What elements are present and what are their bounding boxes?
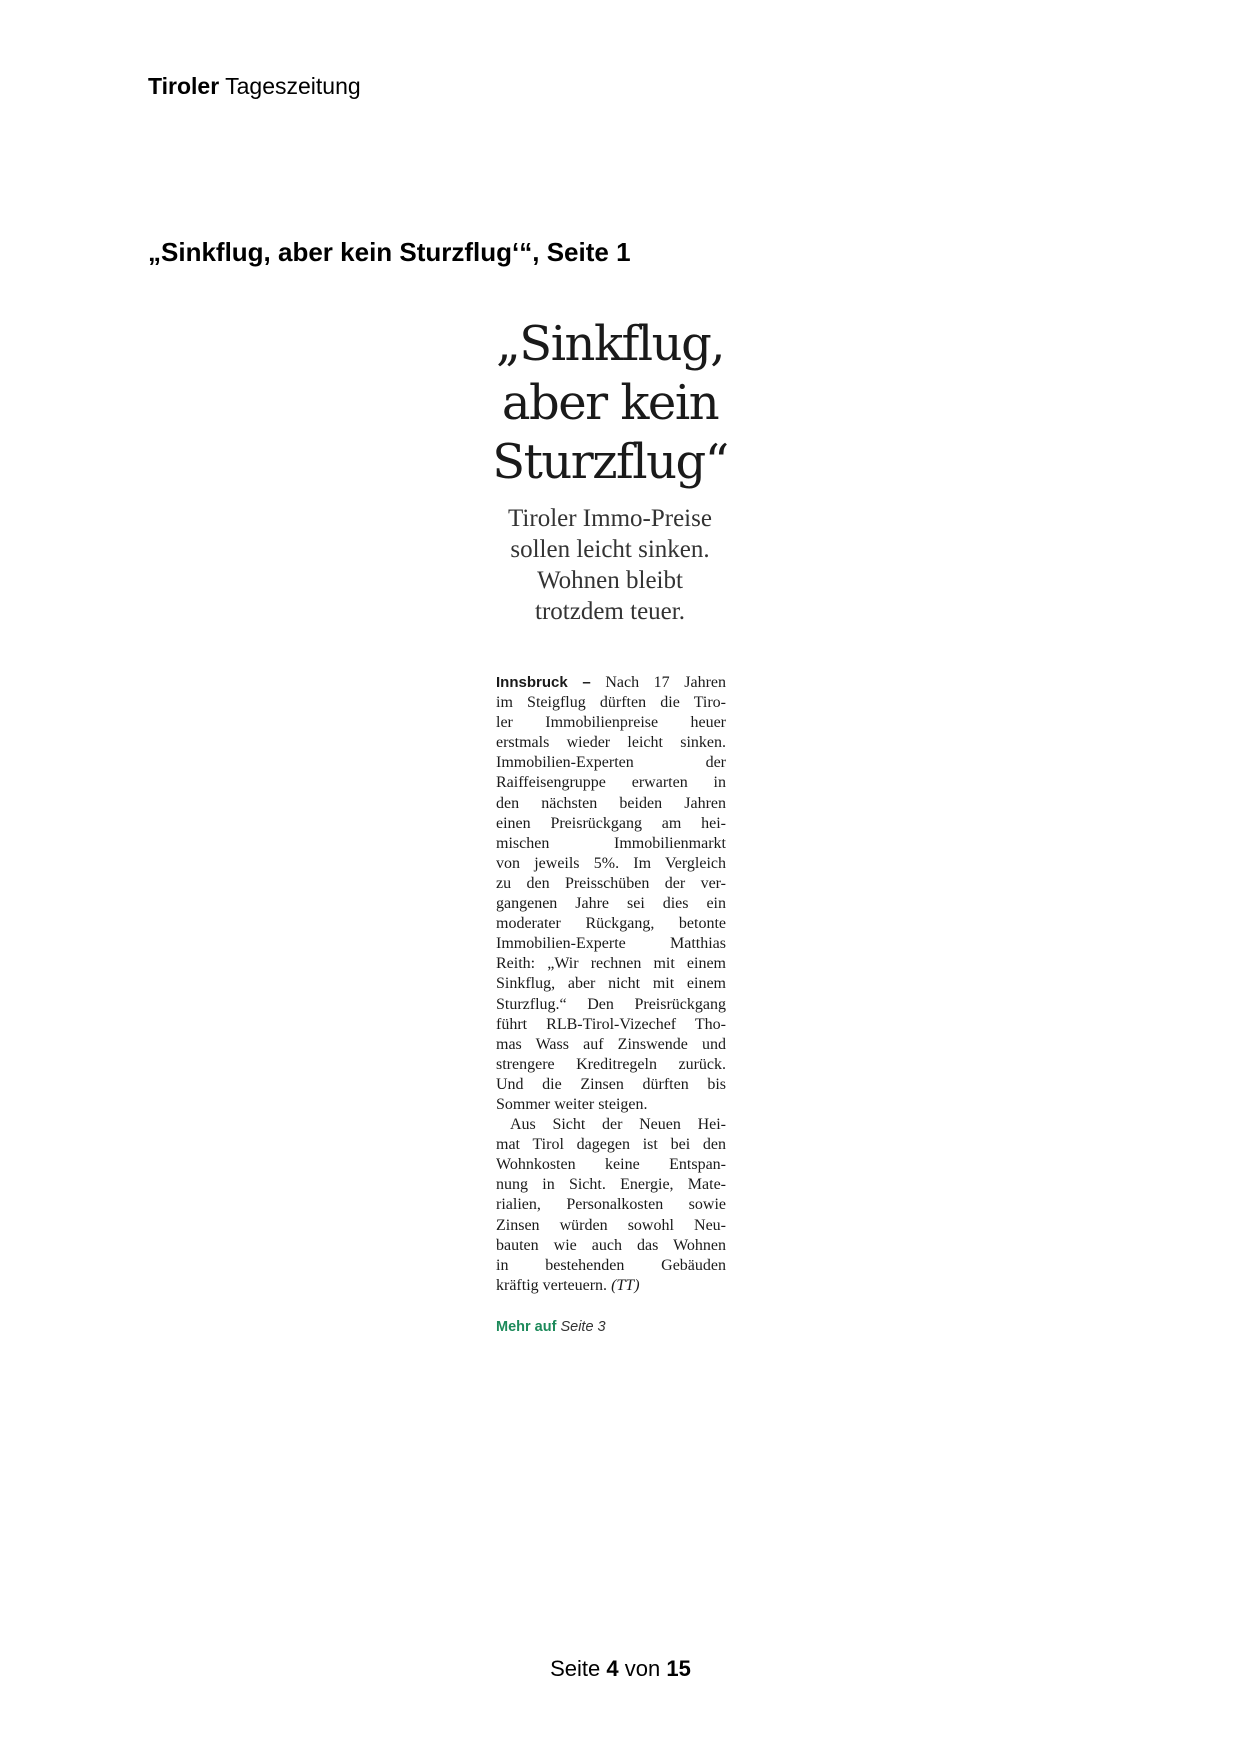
body-line: Sinkflug, aber nicht mit einem [496, 975, 726, 993]
article-headline [480, 315, 740, 492]
subline-line: trotzdem teuer. [535, 598, 685, 625]
body-line: im Steigflug dürften die Tiro- [496, 694, 726, 712]
body-line: von jeweils 5%. Im Vergleich [496, 854, 726, 872]
body-line-text: Nach 17 Jahren [590, 674, 726, 691]
body-line: moderater Rückgang, betonte [496, 915, 726, 933]
body-line: rialien, Personalkosten sowie [496, 1196, 726, 1214]
body-line: den nächsten beiden Jahren [496, 794, 726, 812]
subline-line: Wohnen bleibt [537, 567, 683, 594]
article-dateline: Innsbruck – [496, 674, 591, 691]
body-line: Aus Sicht der Neuen Hei- [510, 1116, 726, 1134]
subline-line: Tiroler Immo-Preise [508, 505, 712, 532]
body-line: bauten wie auch das Wohnen [496, 1236, 726, 1254]
footer-prefix: Seite [550, 1656, 601, 1681]
body-line: zu den Preisschüben der ver- [496, 874, 726, 892]
body-line: Und die Zinsen dürften bis [496, 1075, 726, 1093]
footer-total-pages: 15 [666, 1656, 691, 1681]
page-footer [0, 1655, 1241, 1683]
body-line: Reith: „Wir rechnen mit einem [496, 955, 726, 973]
body-line: strengere Kreditregeln zurück. [496, 1055, 726, 1073]
body-line: Zinsen würden sowohl Neu- [496, 1216, 726, 1234]
body-line: führt RLB-Tirol-Vizechef Tho- [496, 1015, 726, 1033]
more-label: Mehr auf [496, 1319, 557, 1335]
body-line: Sommer weiter steigen. [496, 1095, 648, 1113]
body-line: nung in Sicht. Energie, Mate- [496, 1176, 726, 1194]
footer-separator: von [624, 1656, 661, 1681]
article-body [496, 673, 726, 1296]
newspaper-header [148, 72, 361, 100]
document-title: „Sinkflug, aber kein Sturzflug‘“, Seite 1 [148, 237, 631, 267]
article-clipping [480, 300, 780, 1350]
body-line: Immobilien-Experten der [496, 754, 726, 772]
footer-current-page: 4 [606, 1656, 619, 1681]
body-line: Wohnkosten keine Entspan- [496, 1156, 726, 1174]
body-line: mas Wass auf Zinswende und [496, 1035, 726, 1053]
body-line: Raiffeisengruppe erwarten in [496, 774, 726, 792]
more-on-page-link[interactable] [496, 1319, 606, 1335]
body-line: einen Preisrückgang am hei- [496, 814, 726, 832]
body-line: Immobilien-Experte Matthias [496, 935, 726, 953]
body-line: mat Tirol dagegen ist bei den [496, 1136, 726, 1154]
more-page-ref: Seite 3 [560, 1319, 606, 1335]
brand-name-bold: Tiroler [148, 73, 220, 99]
body-line: gangenen Jahre sei dies ein [496, 895, 726, 913]
article-subline [480, 503, 740, 627]
source-marker: (TT) [611, 1276, 640, 1294]
headline-line: „Sinkflug, [495, 316, 725, 372]
body-line: erstmals wieder leicht sinken. [496, 734, 726, 752]
body-line: in bestehenden Gebäuden [496, 1256, 726, 1274]
headline-line: Sturzflug“ [492, 434, 728, 490]
body-line: kräftig verteuern. (TT) [496, 1276, 640, 1294]
body-line: ler Immobilienpreise heuer [496, 714, 726, 732]
brand-name-regular: Tageszeitung [225, 73, 361, 99]
body-line: mischen Immobilienmarkt [496, 834, 726, 852]
subline-line: sollen leicht sinken. [510, 536, 710, 563]
headline-line: aber kein [501, 375, 719, 431]
body-line: Sturzflug.“ Den Preisrückgang [496, 995, 726, 1013]
body-line [496, 673, 726, 693]
